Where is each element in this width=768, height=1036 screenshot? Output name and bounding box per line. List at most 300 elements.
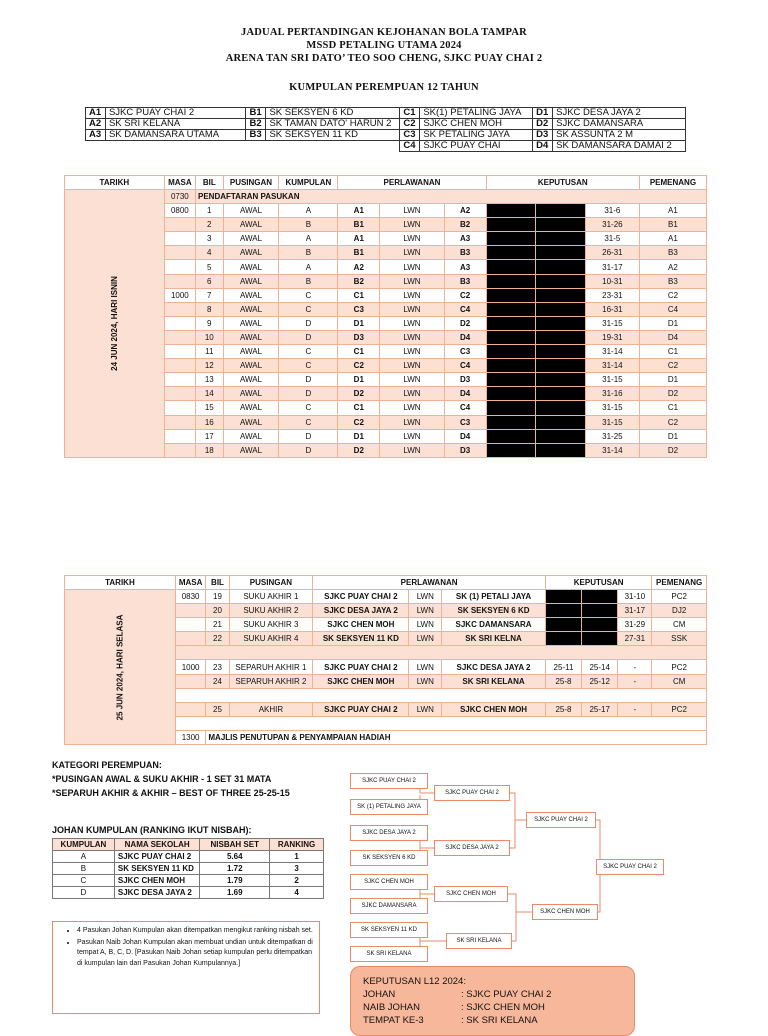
match-score: 31-16 bbox=[585, 387, 639, 401]
match-winner: C2 bbox=[639, 359, 706, 373]
team-1: D3 bbox=[338, 330, 380, 344]
result-value: : SK SRI KELANA bbox=[461, 1015, 538, 1026]
team-1: SJKC PUAY CHAI 2 bbox=[313, 702, 409, 716]
group-school: SK(1) PETALING JAYA bbox=[420, 108, 533, 119]
ranking-header: KUMPULAN bbox=[53, 839, 115, 851]
set-1-score: 25-11 bbox=[545, 660, 581, 674]
team-1: B1 bbox=[338, 218, 380, 232]
col-kumpulan: KUMPULAN bbox=[279, 176, 338, 190]
team-2: D4 bbox=[444, 387, 486, 401]
bracket-r1-team: SJKC CHEN MOH bbox=[350, 874, 428, 890]
result-row bbox=[363, 1001, 622, 1014]
versus: LWN bbox=[380, 373, 444, 387]
col-keputusan: KEPUTUSAN bbox=[545, 576, 651, 590]
team-2: B3 bbox=[444, 274, 486, 288]
match-winner: C4 bbox=[639, 302, 706, 316]
match-number: 21 bbox=[206, 618, 229, 632]
bracket-r1-team: SK SRI KELANA bbox=[350, 946, 428, 962]
versus: LWN bbox=[380, 232, 444, 246]
match-group: C bbox=[279, 345, 338, 359]
versus: LWN bbox=[409, 618, 442, 632]
team-1: C2 bbox=[338, 415, 380, 429]
match-number: 9 bbox=[196, 316, 224, 330]
match-winner: B1 bbox=[639, 218, 706, 232]
ranking-school: SJKC CHEN MOH bbox=[114, 875, 200, 887]
col-masa: MASA bbox=[164, 176, 195, 190]
ranking-school: SJKC DESA JAYA 2 bbox=[114, 887, 200, 899]
team-2: C3 bbox=[444, 415, 486, 429]
team-2: SJKC DAMANSARA bbox=[442, 618, 546, 632]
team-2: D4 bbox=[444, 429, 486, 443]
ranking-ratio: 1.72 bbox=[200, 863, 270, 875]
team-2: SJKC DESA JAYA 2 bbox=[442, 660, 546, 674]
team-2: C4 bbox=[444, 302, 486, 316]
team-2: SK SRI KELANA bbox=[442, 674, 546, 688]
versus: LWN bbox=[380, 316, 444, 330]
match-round: AWAL bbox=[223, 415, 279, 429]
match-winner: D1 bbox=[639, 429, 706, 443]
team-2: D2 bbox=[444, 316, 486, 330]
team-2: SK SRI KELNA bbox=[442, 632, 546, 646]
match-score: 31-14 bbox=[585, 443, 639, 457]
match-number: 3 bbox=[196, 232, 224, 246]
team-2: SK SEKSYEN 6 KD bbox=[442, 604, 546, 618]
col-pemenang: PEMENANG bbox=[652, 576, 707, 590]
closing-time: 1300 bbox=[175, 730, 206, 744]
versus: LWN bbox=[380, 218, 444, 232]
group-code: A2 bbox=[86, 119, 106, 130]
match-winner: C2 bbox=[639, 415, 706, 429]
result-value: : SJKC CHEN MOH bbox=[461, 1002, 545, 1013]
result-row bbox=[363, 988, 622, 1001]
ranking-rank: 2 bbox=[270, 875, 324, 887]
doc-title: JADUAL PERTANDINGAN KEJOHANAN BOLA TAMPAR bbox=[241, 27, 527, 38]
match-score: 31-17 bbox=[585, 260, 639, 274]
result-value: : SJKC PUAY CHAI 2 bbox=[461, 989, 552, 1000]
match-time: 1000 bbox=[175, 660, 206, 674]
group-school: SK PETALING JAYA bbox=[420, 130, 533, 141]
registration-time: 0730 bbox=[164, 190, 195, 204]
team-1: SJKC DESA JAYA 2 bbox=[313, 604, 409, 618]
result-title: KEPUTUSAN L12 2024: bbox=[363, 976, 466, 987]
team-1: SJKC CHEN MOH bbox=[313, 618, 409, 632]
match-round: AWAL bbox=[223, 401, 279, 415]
col-keputusan: KEPUTUSAN bbox=[486, 176, 639, 190]
group-school: SJKC CHEN MOH bbox=[420, 119, 533, 130]
ranking-group: D bbox=[53, 887, 115, 899]
set-3-score: - bbox=[618, 674, 652, 688]
match-winner: CM bbox=[652, 674, 707, 688]
match-round: AKHIR bbox=[229, 702, 313, 716]
match-winner: B3 bbox=[639, 274, 706, 288]
group-code: D2 bbox=[533, 119, 553, 130]
col-bil: BIL bbox=[196, 176, 224, 190]
match-round: AWAL bbox=[223, 246, 279, 260]
group-code: A3 bbox=[86, 130, 106, 141]
match-group: D bbox=[279, 429, 338, 443]
match-round: AWAL bbox=[223, 260, 279, 274]
day1-date: 24 JUN 2024, HARI ISNIN bbox=[109, 276, 119, 371]
versus: LWN bbox=[380, 443, 444, 457]
match-score: 10-31 bbox=[585, 274, 639, 288]
match-number: 25 bbox=[206, 702, 229, 716]
match-round: AWAL bbox=[223, 345, 279, 359]
doc-venue: ARENA TAN SRI DATO’ TEO SOO CHENG, SJKC PUAY CHAI 2 bbox=[225, 53, 543, 64]
team-1: B2 bbox=[338, 274, 380, 288]
ranking-group: A bbox=[53, 851, 115, 863]
team-1: B1 bbox=[338, 246, 380, 260]
group-school: SJKC DESA JAYA 2 bbox=[553, 108, 686, 119]
match-number: 1 bbox=[196, 204, 224, 218]
note-item: • 4 Pasukan Johan Kumpulan akan ditempatkan mengikut ranking nisbah set. bbox=[77, 926, 313, 937]
ranking-ratio: 5.64 bbox=[200, 851, 270, 863]
col-pusingan: PUSINGAN bbox=[229, 576, 313, 590]
team-2: A3 bbox=[444, 232, 486, 246]
match-round: SEPARUH AKHIR 2 bbox=[229, 674, 313, 688]
match-number: 17 bbox=[196, 429, 224, 443]
match-round: AWAL bbox=[223, 443, 279, 457]
match-group: B bbox=[279, 274, 338, 288]
team-1: SJKC CHEN MOH bbox=[313, 674, 409, 688]
category-rule-2: *SEPARUH AKHIR & AKHIR – BEST OF THREE 25-25-15 bbox=[52, 788, 290, 798]
versus: LWN bbox=[380, 429, 444, 443]
bracket-r1-team: SK (1) PETALING JAYA bbox=[350, 799, 428, 815]
set-2-score: 25-17 bbox=[582, 702, 618, 716]
versus: LWN bbox=[409, 632, 442, 646]
team-1: C1 bbox=[338, 288, 380, 302]
match-score: 31-26 bbox=[585, 218, 639, 232]
versus: LWN bbox=[380, 359, 444, 373]
versus: LWN bbox=[380, 246, 444, 260]
match-score: 31-15 bbox=[585, 415, 639, 429]
bracket-r1-team: SJKC PUAY CHAI 2 bbox=[350, 773, 428, 789]
match-time: 1000 bbox=[164, 288, 195, 302]
closing-label: MAJLIS PENUTUPAN & PENYAMPAIAN HADIAH bbox=[206, 730, 707, 744]
team-2: C3 bbox=[444, 345, 486, 359]
team-1: A2 bbox=[338, 260, 380, 274]
match-group: C bbox=[279, 415, 338, 429]
team-2: B3 bbox=[444, 246, 486, 260]
versus: LWN bbox=[380, 330, 444, 344]
match-number: 11 bbox=[196, 345, 224, 359]
group-school: SJKC PUAY CHAI bbox=[420, 141, 533, 152]
match-number: 13 bbox=[196, 373, 224, 387]
match-number: 4 bbox=[196, 246, 224, 260]
team-1: C1 bbox=[338, 345, 380, 359]
match-winner: D4 bbox=[639, 330, 706, 344]
match-score: 31-25 bbox=[585, 429, 639, 443]
bracket-r2-team: SJKC DESA JAYA 2 bbox=[434, 840, 510, 856]
team-1: D1 bbox=[338, 316, 380, 330]
match-winner: D2 bbox=[639, 387, 706, 401]
versus: LWN bbox=[380, 401, 444, 415]
match-winner: C1 bbox=[639, 401, 706, 415]
bracket-r1-team: SK SEKSYEN 6 KD bbox=[350, 850, 428, 866]
col-tarikh: TARIKH bbox=[65, 576, 176, 590]
match-number: 23 bbox=[206, 660, 229, 674]
team-2: D4 bbox=[444, 330, 486, 344]
match-winner: PC2 bbox=[652, 590, 707, 604]
group-school: SK SEKSYEN 6 KD bbox=[266, 108, 400, 119]
match-number: 6 bbox=[196, 274, 224, 288]
team-1: D1 bbox=[338, 373, 380, 387]
team-1: A1 bbox=[338, 232, 380, 246]
match-number: 8 bbox=[196, 302, 224, 316]
team-1: C3 bbox=[338, 302, 380, 316]
match-winner: A2 bbox=[639, 260, 706, 274]
versus: LWN bbox=[380, 204, 444, 218]
ranking-ratio: 1.79 bbox=[200, 875, 270, 887]
ranking-school: SK SEKSYEN 11 KD bbox=[114, 863, 200, 875]
match-score: 31-15 bbox=[585, 373, 639, 387]
match-winner: PC2 bbox=[652, 702, 707, 716]
match-winner: CM bbox=[652, 618, 707, 632]
group-code: C1 bbox=[400, 108, 420, 119]
versus: LWN bbox=[409, 702, 442, 716]
team-2: D3 bbox=[444, 373, 486, 387]
match-time: 0800 bbox=[164, 204, 195, 218]
category-title: KUMPULAN PEREMPUAN 12 TAHUN bbox=[289, 82, 479, 93]
match-winner: A1 bbox=[639, 204, 706, 218]
ranking-header: RANKING bbox=[270, 839, 324, 851]
match-round: AWAL bbox=[223, 429, 279, 443]
match-number: 16 bbox=[196, 415, 224, 429]
match-winner: D1 bbox=[639, 373, 706, 387]
match-group: A bbox=[279, 204, 338, 218]
match-score: 31-15 bbox=[585, 401, 639, 415]
note-item: • Pasukan Naib Johan Kumpulan akan membuat undian untuk ditempatkan di tempat A, B, C, D. [Pasukan Naib Johan setiap kumpulan perlu ditempatkan di kumpulan lain dari Pasukan Johan Kumpulannya.] bbox=[77, 938, 313, 970]
ranking-group: C bbox=[53, 875, 115, 887]
match-winner: PC2 bbox=[652, 660, 707, 674]
match-round: AWAL bbox=[223, 274, 279, 288]
match-winner: B3 bbox=[639, 246, 706, 260]
match-round: AWAL bbox=[223, 359, 279, 373]
match-winner: SSK bbox=[652, 632, 707, 646]
versus: LWN bbox=[409, 604, 442, 618]
match-round: AWAL bbox=[223, 218, 279, 232]
match-group: D bbox=[279, 387, 338, 401]
bracket-r3-team: SJKC CHEN MOH bbox=[532, 904, 598, 920]
match-winner: C1 bbox=[639, 345, 706, 359]
team-2: B2 bbox=[444, 218, 486, 232]
registration-label: PENDAFTARAN PASUKAN bbox=[196, 190, 707, 204]
match-round: SEPARUH AKHIR 1 bbox=[229, 660, 313, 674]
col-bil: BIL bbox=[206, 576, 229, 590]
match-group: A bbox=[279, 260, 338, 274]
group-school: SK TAMAN DATO' HARUN 2 bbox=[266, 119, 400, 130]
match-number: 24 bbox=[206, 674, 229, 688]
set-1-score: 25-8 bbox=[545, 674, 581, 688]
team-1: SJKC PUAY CHAI 2 bbox=[313, 590, 409, 604]
match-score: 19-31 bbox=[585, 330, 639, 344]
match-group: B bbox=[279, 246, 338, 260]
set-3-score: - bbox=[618, 702, 652, 716]
team-1: SK SEKSYEN 11 KD bbox=[313, 632, 409, 646]
group-school: SJKC PUAY CHAI 2 bbox=[105, 108, 246, 119]
ranking-rank: 1 bbox=[270, 851, 324, 863]
ranking-group: B bbox=[53, 863, 115, 875]
team-1: C1 bbox=[338, 401, 380, 415]
group-code: C4 bbox=[400, 141, 420, 152]
ranking-header: NISBAH SET bbox=[200, 839, 270, 851]
set-2-score: 25-12 bbox=[582, 674, 618, 688]
match-score: 31-14 bbox=[585, 359, 639, 373]
match-number: 22 bbox=[206, 632, 229, 646]
team-2: A2 bbox=[444, 204, 486, 218]
match-group: C bbox=[279, 401, 338, 415]
result-box bbox=[350, 966, 635, 1036]
team-1: C2 bbox=[338, 359, 380, 373]
team-2: SK (1) PETALI JAYA bbox=[442, 590, 546, 604]
col-pusingan: PUSINGAN bbox=[223, 176, 279, 190]
group-code: D1 bbox=[533, 108, 553, 119]
group-school: SK DAMANSARA UTAMA bbox=[105, 130, 246, 141]
group-code: A1 bbox=[86, 108, 106, 119]
group-school: SK DAMANSARA DAMAI 2 bbox=[553, 141, 686, 152]
team-2: SJKC CHEN MOH bbox=[442, 702, 546, 716]
team-2: C4 bbox=[444, 359, 486, 373]
versus: LWN bbox=[380, 260, 444, 274]
match-group: D bbox=[279, 316, 338, 330]
versus: LWN bbox=[380, 288, 444, 302]
match-number: 12 bbox=[196, 359, 224, 373]
versus: LWN bbox=[409, 590, 442, 604]
match-group: D bbox=[279, 330, 338, 344]
set-1-score: 25-8 bbox=[545, 702, 581, 716]
match-score: 16-31 bbox=[585, 302, 639, 316]
day2-date: 25 JUN 2024, HARI SELASA bbox=[115, 614, 125, 720]
ranking-school: SJKC PUAY CHAI 2 bbox=[114, 851, 200, 863]
group-school: SK SRI KELANA bbox=[105, 119, 246, 130]
team-2: D3 bbox=[444, 443, 486, 457]
versus: LWN bbox=[409, 660, 442, 674]
result-label: NAIB JOHAN bbox=[363, 1002, 421, 1013]
match-group: D bbox=[279, 373, 338, 387]
match-score: 31-14 bbox=[585, 345, 639, 359]
group-code: D4 bbox=[533, 141, 553, 152]
match-number: 15 bbox=[196, 401, 224, 415]
ranking-header: NAMA SEKOLAH bbox=[114, 839, 200, 851]
group-code: C2 bbox=[400, 119, 420, 130]
match-number: 5 bbox=[196, 260, 224, 274]
ranking-rank: 3 bbox=[270, 863, 324, 875]
team-1: D1 bbox=[338, 429, 380, 443]
match-number: 20 bbox=[206, 604, 229, 618]
match-score: 31-29 bbox=[618, 618, 652, 632]
match-group: B bbox=[279, 218, 338, 232]
col-pemenang: PEMENANG bbox=[639, 176, 706, 190]
col-perlawanan: PERLAWANAN bbox=[313, 576, 546, 590]
group-code: D3 bbox=[533, 130, 553, 141]
ranking-ratio: 1.69 bbox=[200, 887, 270, 899]
set-2-score: 25-14 bbox=[582, 660, 618, 674]
set-3-score: - bbox=[618, 660, 652, 674]
versus: LWN bbox=[380, 415, 444, 429]
category-rule-1: *PUSINGAN AWAL & SUKU AKHIR - 1 SET 31 MATA bbox=[52, 774, 272, 784]
match-round: AWAL bbox=[223, 387, 279, 401]
bracket-champion: SJKC PUAY CHAI 2 bbox=[596, 859, 664, 875]
versus: LWN bbox=[409, 674, 442, 688]
match-number: 19 bbox=[206, 590, 229, 604]
match-round: SUKU AKHIR 4 bbox=[229, 632, 313, 646]
match-winner: D1 bbox=[639, 316, 706, 330]
match-score: 31-10 bbox=[618, 590, 652, 604]
match-score: 23-31 bbox=[585, 288, 639, 302]
match-score: 26-31 bbox=[585, 246, 639, 260]
match-winner: D2 bbox=[639, 443, 706, 457]
match-winner: DJ2 bbox=[652, 604, 707, 618]
match-score: 31-5 bbox=[585, 232, 639, 246]
bracket-r2-team: SK SRI KELANA bbox=[446, 933, 512, 949]
category-notes-title: KATEGORI PEREMPUAN: bbox=[52, 760, 162, 770]
match-group: C bbox=[279, 302, 338, 316]
match-group: C bbox=[279, 288, 338, 302]
match-winner: A1 bbox=[639, 232, 706, 246]
match-group: D bbox=[279, 443, 338, 457]
versus: LWN bbox=[380, 274, 444, 288]
bracket-r1-team: SJKC DESA JAYA 2 bbox=[350, 825, 428, 841]
match-time: 0830 bbox=[175, 590, 206, 604]
col-perlawanan: PERLAWANAN bbox=[338, 176, 486, 190]
match-number: 18 bbox=[196, 443, 224, 457]
ranking-rank: 4 bbox=[270, 887, 324, 899]
match-round: AWAL bbox=[223, 232, 279, 246]
match-round: SUKU AKHIR 1 bbox=[229, 590, 313, 604]
match-number: 7 bbox=[196, 288, 224, 302]
col-tarikh: TARIKH bbox=[65, 176, 165, 190]
doc-subtitle: MSSD PETALING UTAMA 2024 bbox=[306, 40, 462, 51]
match-number: 10 bbox=[196, 330, 224, 344]
match-group: C bbox=[279, 359, 338, 373]
result-label: TEMPAT KE-3 bbox=[363, 1015, 424, 1026]
match-round: SUKU AKHIR 3 bbox=[229, 618, 313, 632]
match-round: AWAL bbox=[223, 302, 279, 316]
group-code: B1 bbox=[246, 108, 266, 119]
result-row bbox=[363, 1014, 622, 1027]
match-round: SUKU AKHIR 2 bbox=[229, 604, 313, 618]
group-school: SJKC DAMANSARA bbox=[553, 119, 686, 130]
team-2: C4 bbox=[444, 401, 486, 415]
versus: LWN bbox=[380, 302, 444, 316]
team-1: D2 bbox=[338, 387, 380, 401]
bracket-r2-team: SJKC PUAY CHAI 2 bbox=[434, 785, 510, 801]
col-masa: MASA bbox=[175, 576, 206, 590]
result-label: JOHAN bbox=[363, 989, 396, 1000]
versus: LWN bbox=[380, 345, 444, 359]
versus: LWN bbox=[380, 387, 444, 401]
team-2: A3 bbox=[444, 260, 486, 274]
bracket-r1-team: SK SEKSYEN 11 KD bbox=[350, 922, 428, 938]
match-group: A bbox=[279, 232, 338, 246]
bracket-r3-team: SJKC PUAY CHAI 2 bbox=[526, 812, 596, 828]
match-score: 31-15 bbox=[585, 316, 639, 330]
group-code: B3 bbox=[246, 130, 266, 141]
match-number: 2 bbox=[196, 218, 224, 232]
match-winner: C2 bbox=[639, 288, 706, 302]
team-1: D2 bbox=[338, 443, 380, 457]
match-number: 14 bbox=[196, 387, 224, 401]
group-code: C3 bbox=[400, 130, 420, 141]
match-round: AWAL bbox=[223, 316, 279, 330]
group-school: SK SEKSYEN 11 KD bbox=[266, 130, 400, 141]
match-round: AWAL bbox=[223, 330, 279, 344]
team-2: C2 bbox=[444, 288, 486, 302]
team-1: SJKC PUAY CHAI 2 bbox=[313, 660, 409, 674]
match-round: AWAL bbox=[223, 373, 279, 387]
bracket-r2-team: SJKC CHEN MOH bbox=[434, 886, 508, 902]
match-score: 31-17 bbox=[618, 604, 652, 618]
match-round: AWAL bbox=[223, 288, 279, 302]
